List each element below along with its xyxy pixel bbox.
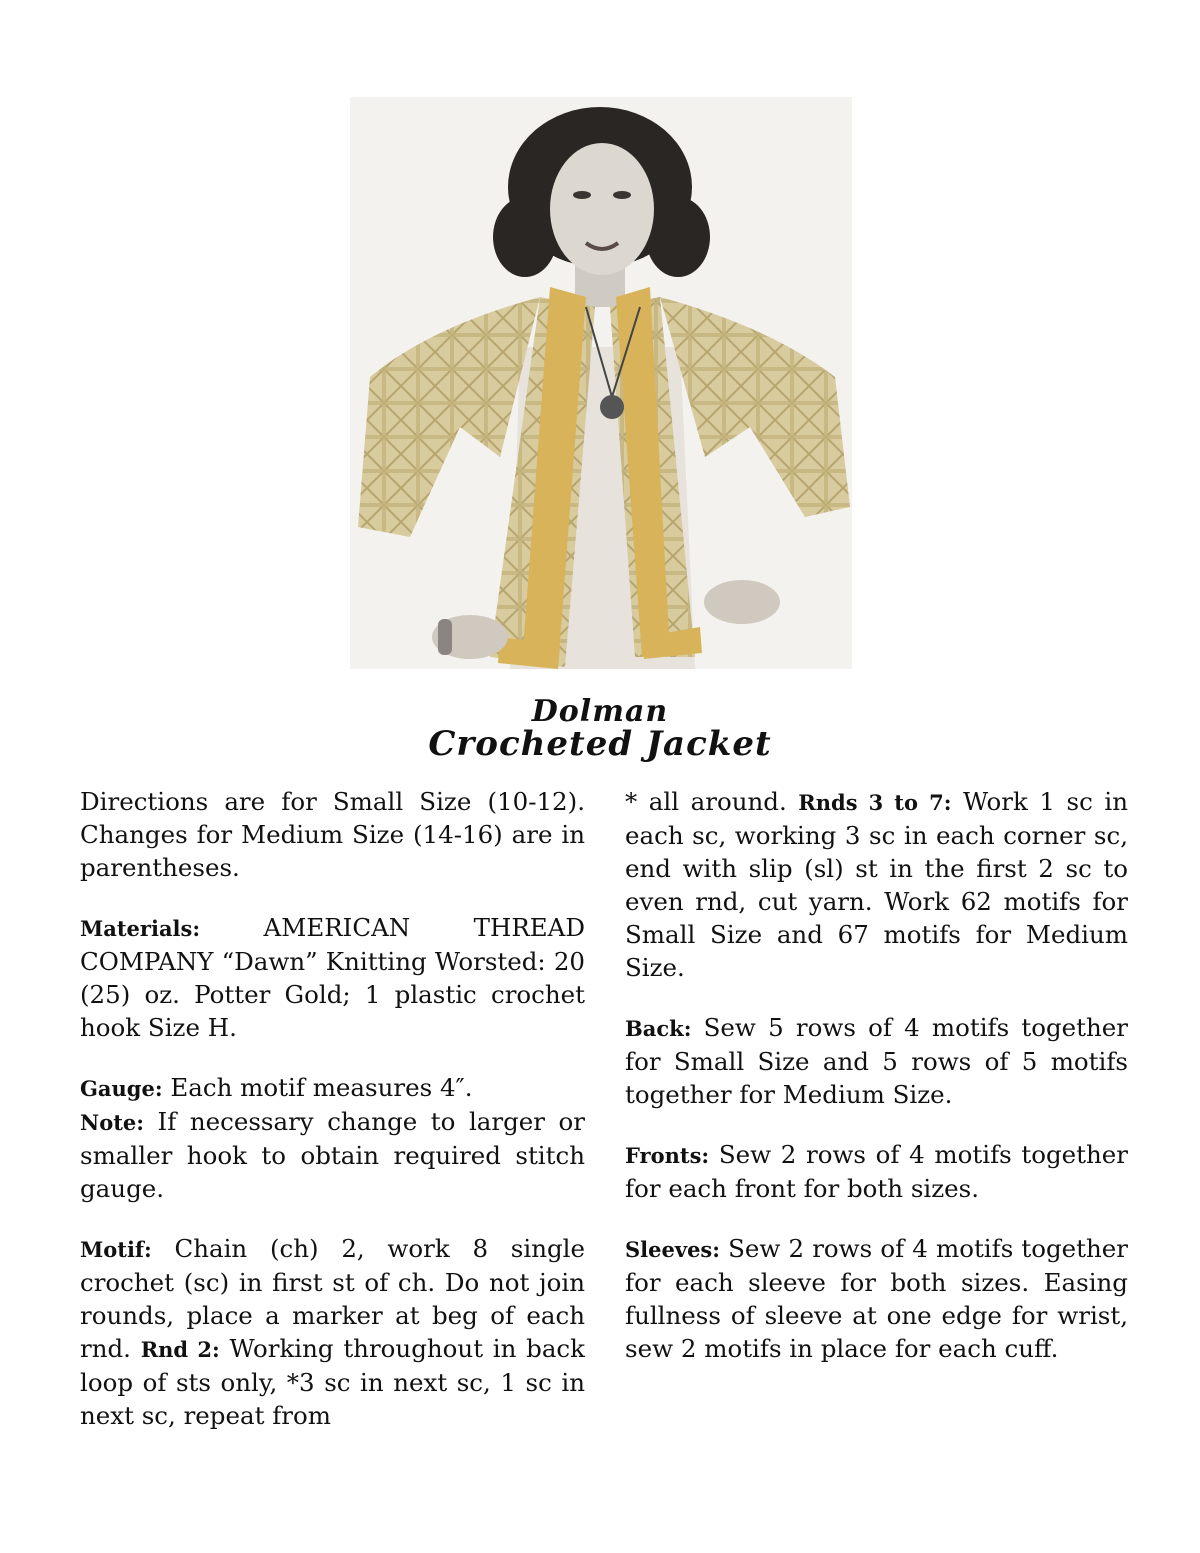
gauge-label: Gauge: [80, 1076, 163, 1101]
intro-text: Directions are for Small Size (10-12). Changes for Medium Size (14-16) are in parentheses. [80, 787, 585, 882]
fronts-text: Sew 2 rows of 4 motifs together for each front for both sizes. [625, 1140, 1128, 1203]
gauge-text: Each motif measures 4″. [162, 1073, 473, 1102]
fronts-label: Fronts: [625, 1143, 710, 1168]
motif-text-1: Chain (ch) 2, work 8 single crochet (sc) in first st of ch. Do not join rounds, place a marker at beg of each rnd. [80, 1234, 585, 1363]
note-text: If necessary change to larger or smaller hook to obtain required stitch gauge. [80, 1107, 585, 1203]
materials-label: Materials: [80, 916, 201, 941]
motif-paragraph [80, 1232, 585, 1432]
note-label: Note: [80, 1110, 145, 1135]
materials-paragraph [80, 911, 585, 1044]
sleeves-text: Sew 2 rows of 4 motifs together for each sleeve for both sizes. Easing fullness of sleeve at one edge for wrist, sew 2 motifs in place for each cuff. [625, 1234, 1128, 1363]
left-column [80, 785, 585, 1459]
title-line-2: Crocheted Jacket [428, 724, 772, 764]
sleeves-label: Sleeves: [625, 1237, 721, 1262]
rnd2-label: Rnd 2: [140, 1337, 220, 1362]
woman-wearing-crocheted-jacket-photo [350, 97, 852, 669]
sleeves-paragraph [625, 1232, 1128, 1365]
back-paragraph [625, 1011, 1128, 1111]
back-text: Sew 5 rows of 4 motifs together for Small Size and 5 rows of 5 motifs together for Medium Size. [625, 1013, 1128, 1109]
materials-text: AMERICAN THREAD COMPANY “Dawn” Knitting Worsted: 20 (25) oz. Potter Gold; 1 plastic crochet hook Size H. [80, 913, 585, 1042]
right-column [625, 785, 1128, 1392]
continuation-paragraph [625, 785, 1128, 984]
motif-label: Motif: [80, 1237, 152, 1262]
gauge-paragraph [80, 1071, 585, 1205]
motif-text-2: Working throughout in back loop of sts only, *3 sc in next sc, 1 sc in next sc, repeat from [80, 1334, 585, 1430]
back-label: Back: [625, 1016, 692, 1041]
rnds-label: Rnds 3 to 7: [798, 790, 952, 815]
cont-text-1: * all around. [625, 787, 799, 816]
intro-paragraph [80, 785, 585, 884]
fronts-paragraph [625, 1138, 1128, 1205]
title-line-1: Dolman [531, 694, 669, 729]
model-photo [350, 97, 852, 669]
cont-text-2: Work 1 sc in each sc, working 3 sc in each corner sc, end with slip (sl) st in the first 2 sc to even rnd, cut yarn. Work 62 motifs for Small Size and 67 motifs for Medium Size. [625, 787, 1128, 982]
